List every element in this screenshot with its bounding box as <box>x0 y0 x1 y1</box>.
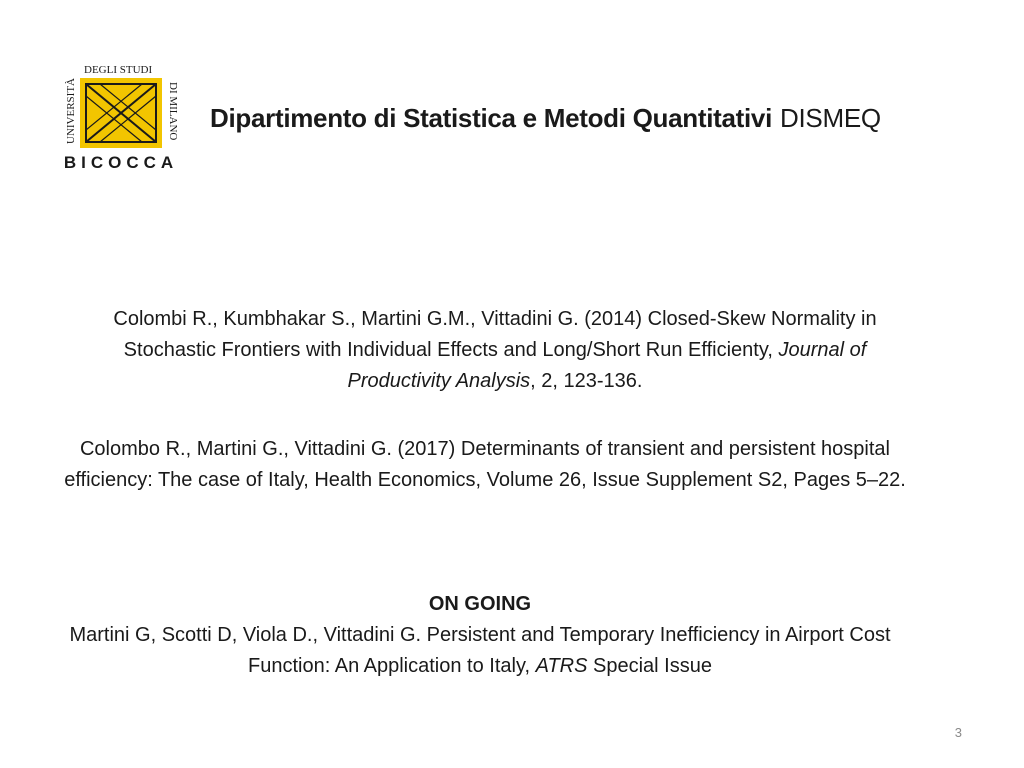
department-name: Dipartimento di Statistica e Metodi Quantitativi <box>210 103 773 133</box>
reference-2-text: Colombo R., Martini G., Vittadini G. (2017) Determinants of transient and persistent hospital efficiency: The case of Italy, Health Economics, Volume 26, Issue Supplement S2, Pages 5–22. <box>64 438 906 491</box>
logo-bottom-text: BICOCCA <box>63 153 179 172</box>
reference-2 <box>60 434 910 496</box>
reference-1-text: Colombi R., Kumbhakar S., Martini G.M., Vittadini G. (2014) Closed-Skew Normality in Stochastic Frontiers with Individual Effects and Long/Short Run Efficienty, <box>113 308 877 361</box>
university-logo <box>60 60 184 174</box>
logo-emblem <box>80 78 162 148</box>
logo-top-text: DEGLI STUDI <box>84 64 153 76</box>
reference-3-details: Special Issue <box>587 655 712 677</box>
reference-3-text: Martini G, Scotti D, Viola D., Vittadini G. Persistent and Temporary Inefficiency in Airport Cost Function: An Application to Italy, <box>69 624 891 677</box>
ongoing-heading: ON GOING <box>428 593 532 615</box>
reference-1 <box>80 304 910 397</box>
logo-side-right-text: DI MILANO <box>167 82 179 141</box>
reference-1-details: , 2, 123-136. <box>530 370 643 392</box>
reference-1-journal: Journal of Productivity Analysis <box>347 339 867 392</box>
department-abbreviation: DISMEQ <box>780 103 881 133</box>
reference-3-journal: ATRS <box>535 655 588 677</box>
page-number: 3 <box>954 725 962 740</box>
reference-3 <box>40 589 920 682</box>
logo-side-left-text: UNIVERSITÀ <box>65 78 77 144</box>
department-title <box>210 103 881 134</box>
